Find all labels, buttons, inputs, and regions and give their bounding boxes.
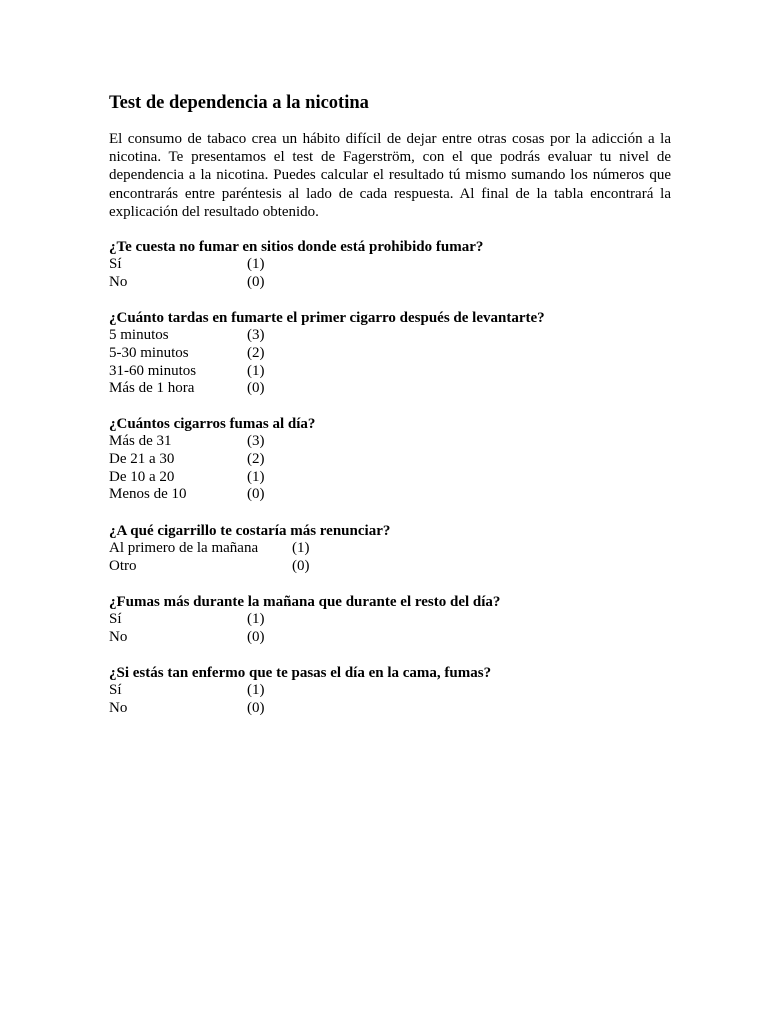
answer-row [109,274,669,292]
answer-score: (1) [247,256,265,272]
answer-label: Sí [109,256,122,272]
answer-row [109,558,669,576]
question-5 [109,593,669,647]
question-6 [109,664,669,718]
question-text: ¿Si estás tan enfermo que te pasas el día en la cama, fumas? [109,665,492,681]
answer-row [109,380,669,398]
answer-label: No [109,628,128,645]
question-4 [109,522,669,576]
answer-label: 5 minutos [109,327,169,343]
answer-score: (2) [247,344,265,361]
answer-label: 5-30 minutos [109,344,189,361]
question-text: ¿Cuántos cigarros fumas al día? [109,416,316,432]
question-1 [109,238,669,292]
answer-score: (0) [247,628,265,645]
answer-score: (0) [247,486,265,503]
answer-row [109,700,669,718]
answer-score: (0) [247,273,265,290]
document-title: Test de dependencia a la nicotina [109,93,369,113]
answer-row [109,486,669,504]
answer-label: De 10 a 20 [109,468,175,485]
answer-label: Otro [109,557,137,574]
answer-row [109,363,669,381]
answer-score: (1) [247,611,265,627]
question-text: ¿Cuánto tardas en fumarte el primer cigarro después de levantarte? [109,310,545,326]
answer-label: 31-60 minutos [109,362,197,379]
answer-label: Al primero de la mañana [109,540,259,556]
answer-score: (1) [247,682,265,698]
answer-score: (1) [292,540,310,556]
answer-score: (3) [247,433,265,449]
answer-score: (1) [247,468,265,485]
answer-label: Menos de 10 [109,486,187,503]
answer-label: No [109,273,128,290]
answer-row [109,256,669,274]
answer-row [109,433,669,451]
answer-score: (0) [247,699,265,716]
answer-label: Más de 31 [109,433,172,449]
answer-score: (2) [247,450,265,467]
answer-label: Sí [109,611,122,627]
answer-row [109,451,669,469]
question-2 [109,309,669,398]
answer-score: (3) [247,327,265,343]
answer-label: Sí [109,682,122,698]
answer-row [109,629,669,647]
question-text: ¿Fumas más durante la mañana que durante el resto del día? [109,594,501,610]
answer-label: No [109,699,128,716]
answer-row [109,469,669,487]
answer-label: Más de 1 hora [109,380,195,397]
question-text: ¿A qué cigarrillo te costaría más renunciar? [109,523,391,539]
answer-row [109,327,669,345]
answer-row [109,345,669,363]
answer-score: (1) [247,362,265,379]
answer-row [109,540,669,558]
answer-label: De 21 a 30 [109,450,175,467]
answer-row [109,611,669,629]
question-3 [109,415,669,504]
intro-paragraph: El consumo de tabaco crea un hábito difícil de dejar entre otras cosas por la adicción a la nicotina. Te presentamos el test de Fagerström, con el que podrás evaluar tu nivel de dependencia a la nicotina. Puedes calcular el resultado tú mismo sumando los números que encontrarás entre paréntesis al lado de cada respuesta. Al final de la tabla encontrará la explicación del resultado obtenido. [109,131,671,220]
answer-score: (0) [247,380,265,397]
answer-row [109,682,669,700]
question-text: ¿Te cuesta no fumar en sitios donde está prohibido fumar? [109,239,484,255]
answer-score: (0) [292,557,310,574]
